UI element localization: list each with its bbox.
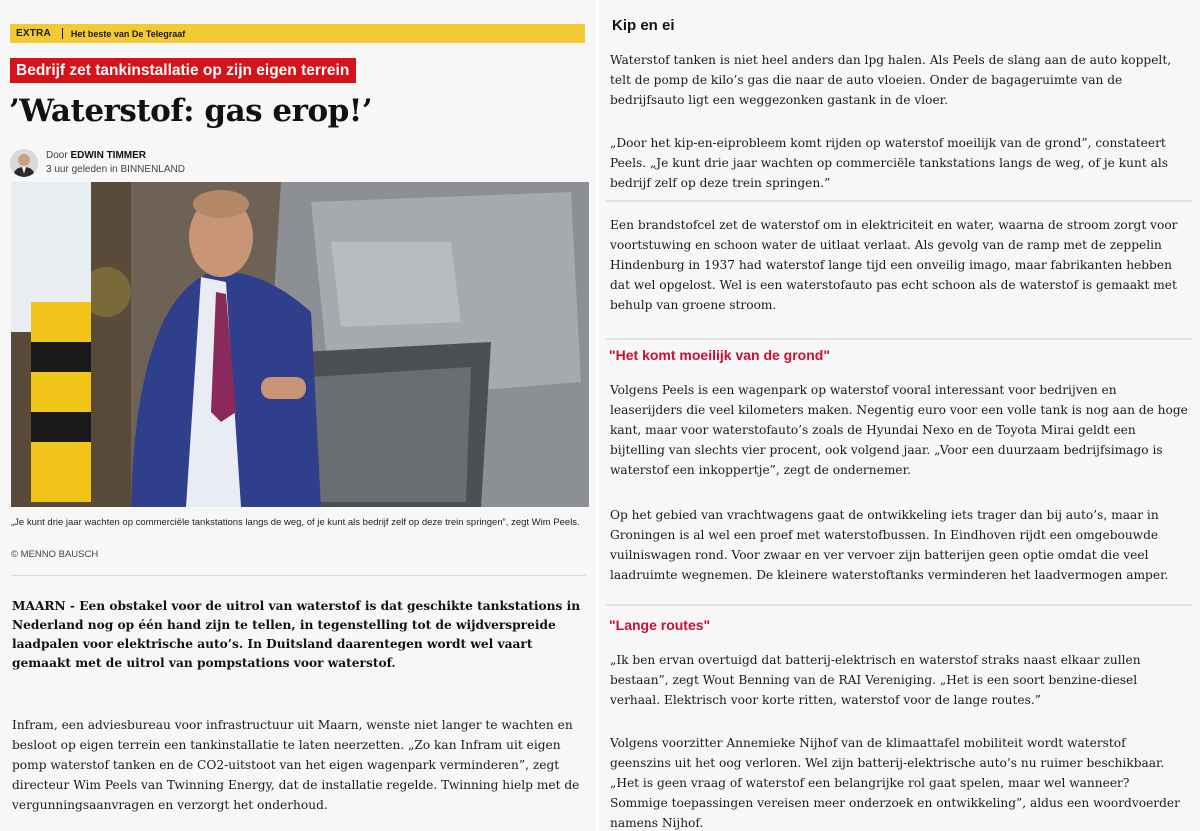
extra-banner[interactable] bbox=[10, 24, 585, 43]
section-divider bbox=[606, 338, 1192, 340]
author-name[interactable]: EDWIN TIMMER bbox=[70, 150, 147, 161]
section-divider bbox=[606, 604, 1192, 606]
paragraph-8: Volgens voorzitter Annemieke Nijhof van de klimaattafel mobiliteit wordt waterstof geenszins uit het oog verloren. Wel zijn batterij-elektrische auto’s nu ruimer beschikbaar. „Het is geen vraag of waterstof een belangrijke rol gaat spelen, maar wel wanneer? Sommige toepassingen vereisen meer onderzoek en ontwikkeling”, aldus een woordvoerder namens Nijhof. bbox=[610, 736, 1180, 830]
divider bbox=[11, 575, 586, 576]
byline-meta: 3 uur geleden in BINNENLAND bbox=[46, 164, 185, 175]
article-headline: ’Waterstof: gas erop!’ bbox=[9, 93, 373, 129]
paragraph-4: Een brandstofcel zet de waterstof om in elektriciteit en water, waarna de stroom zorgt voor voortstuwing en schoon water de uitlaat verlaat. Als gevolg van de ramp met de zeppelin Hindenburg in 1937 had waterstof lange tijd een onveilig imago, maar fabrikanten hebben dat wel opgelost. Wel is een waterstofauto pas echt schoon als de waterstof is gemaakt met behulp van groene stroom. bbox=[610, 218, 1178, 312]
paragraph-1: Infram, een adviesbureau voor infrastructuur uit Maarn, wenste niet langer te wachten en besloot op eigen terrein een tankinstallatie te laten neerzetten. „Zo kan Infram uit eigen pomp waterstof tanken en de CO2-uitstoot van het eigen wagenpark verminderen”, zegt directeur Wim Peels van Twinning Energy, dat de installatie regelde. Twinning hielp met de vergunningsaanvragen en verzorgt het onderhoud. bbox=[12, 718, 580, 812]
paragraph-5: Volgens Peels is een wagenpark op waterstof vooral interessant voor bedrijven en leaserijders die veel kilometers maken. Negentig euro voor een volle tank is nog aan de hoge kant, maar voor waterstofauto’s zoals de Hyundai Nexo en de Toyota Mirai geldt een bijtelling van slechts vier procent, ook volgend jaar. „Voor een duurzaam bedrijfsimago is waterstof een inkoppertje”, zegt de ondernemer. bbox=[610, 383, 1188, 477]
extra-tag: EXTRA bbox=[16, 28, 51, 39]
author-avatar[interactable] bbox=[10, 149, 38, 177]
article-photo[interactable] bbox=[11, 182, 589, 507]
extra-subtitle: Het beste van De Telegraaf bbox=[70, 28, 186, 39]
byline-prefix: Door bbox=[46, 150, 68, 161]
photo-caption: „Je kunt drie jaar wachten op commerciële tankstations langs de weg, of je kunt als bedrijf zelf op deze trein springen”, zegt Wim Peels. bbox=[11, 517, 580, 528]
section-title-kip-en-ei: Kip en ei bbox=[612, 17, 675, 34]
paragraph-2: Waterstof tanken is niet heel anders dan lpg halen. Als Peels de slang aan de auto koppelt, telt de pomp de kilo’s gas die naar de auto vloeien. Onder de bagageruimte van de bedrijfsauto ligt een weggezonken gastank in de vloer. bbox=[610, 53, 1172, 107]
article-lead: MAARN - Een obstakel voor de uitrol van waterstof is dat geschikte tankstations in Nederland nog op één hand zijn te tellen, in tegenstelling tot de wijdverspreide laadpalen voor elektrische auto’s. In Duitsland daarentegen wordt wel vaart gemaakt met de uitrol van pompstations voor waterstof. bbox=[12, 599, 581, 670]
extra-separator bbox=[62, 28, 63, 39]
article-kicker: Bedrijf zet tankinstallatie op zijn eigen terrein bbox=[10, 58, 356, 83]
paragraph-3: „Door het kip-en-eiprobleem komt rijden op waterstof moeilijk van de grond”, constateert Peels. „Je kunt drie jaar wachten op commerciële tankstations langs de weg, of je kunt als bedrijf zelf op deze trein springen.” bbox=[610, 136, 1169, 190]
section-title-moeilijk: "Het komt moeilijk van de grond" bbox=[609, 347, 830, 363]
section-title-lange-routes: "Lange routes" bbox=[609, 617, 711, 633]
byline bbox=[10, 147, 185, 179]
paragraph-6: Op het gebied van vrachtwagens gaat de ontwikkeling iets trager dan bij auto’s, maar in Groningen is al wel een proef met waterstofbussen. In Eindhoven rijdt een omgebouwde vuilniswagen rond. Voor zwaar en ver vervoer zijn batterijen geen optie omdat die veel laadruimte wegnemen. De kleinere waterstoftanks verminderen het laadvermogen amper. bbox=[610, 508, 1169, 582]
section-divider bbox=[606, 200, 1192, 202]
photo-credit: © MENNO BAUSCH bbox=[11, 549, 99, 560]
paragraph-7: „Ik ben ervan overtuigd dat batterij-elektrisch en waterstof straks naast elkaar zullen bestaan”, zegt Wout Benning van de RAI Vereniging. „Het is een soort benzine-diesel verhaal. Elektrisch voor korte ritten, waterstof voor de lange routes.” bbox=[610, 653, 1141, 707]
